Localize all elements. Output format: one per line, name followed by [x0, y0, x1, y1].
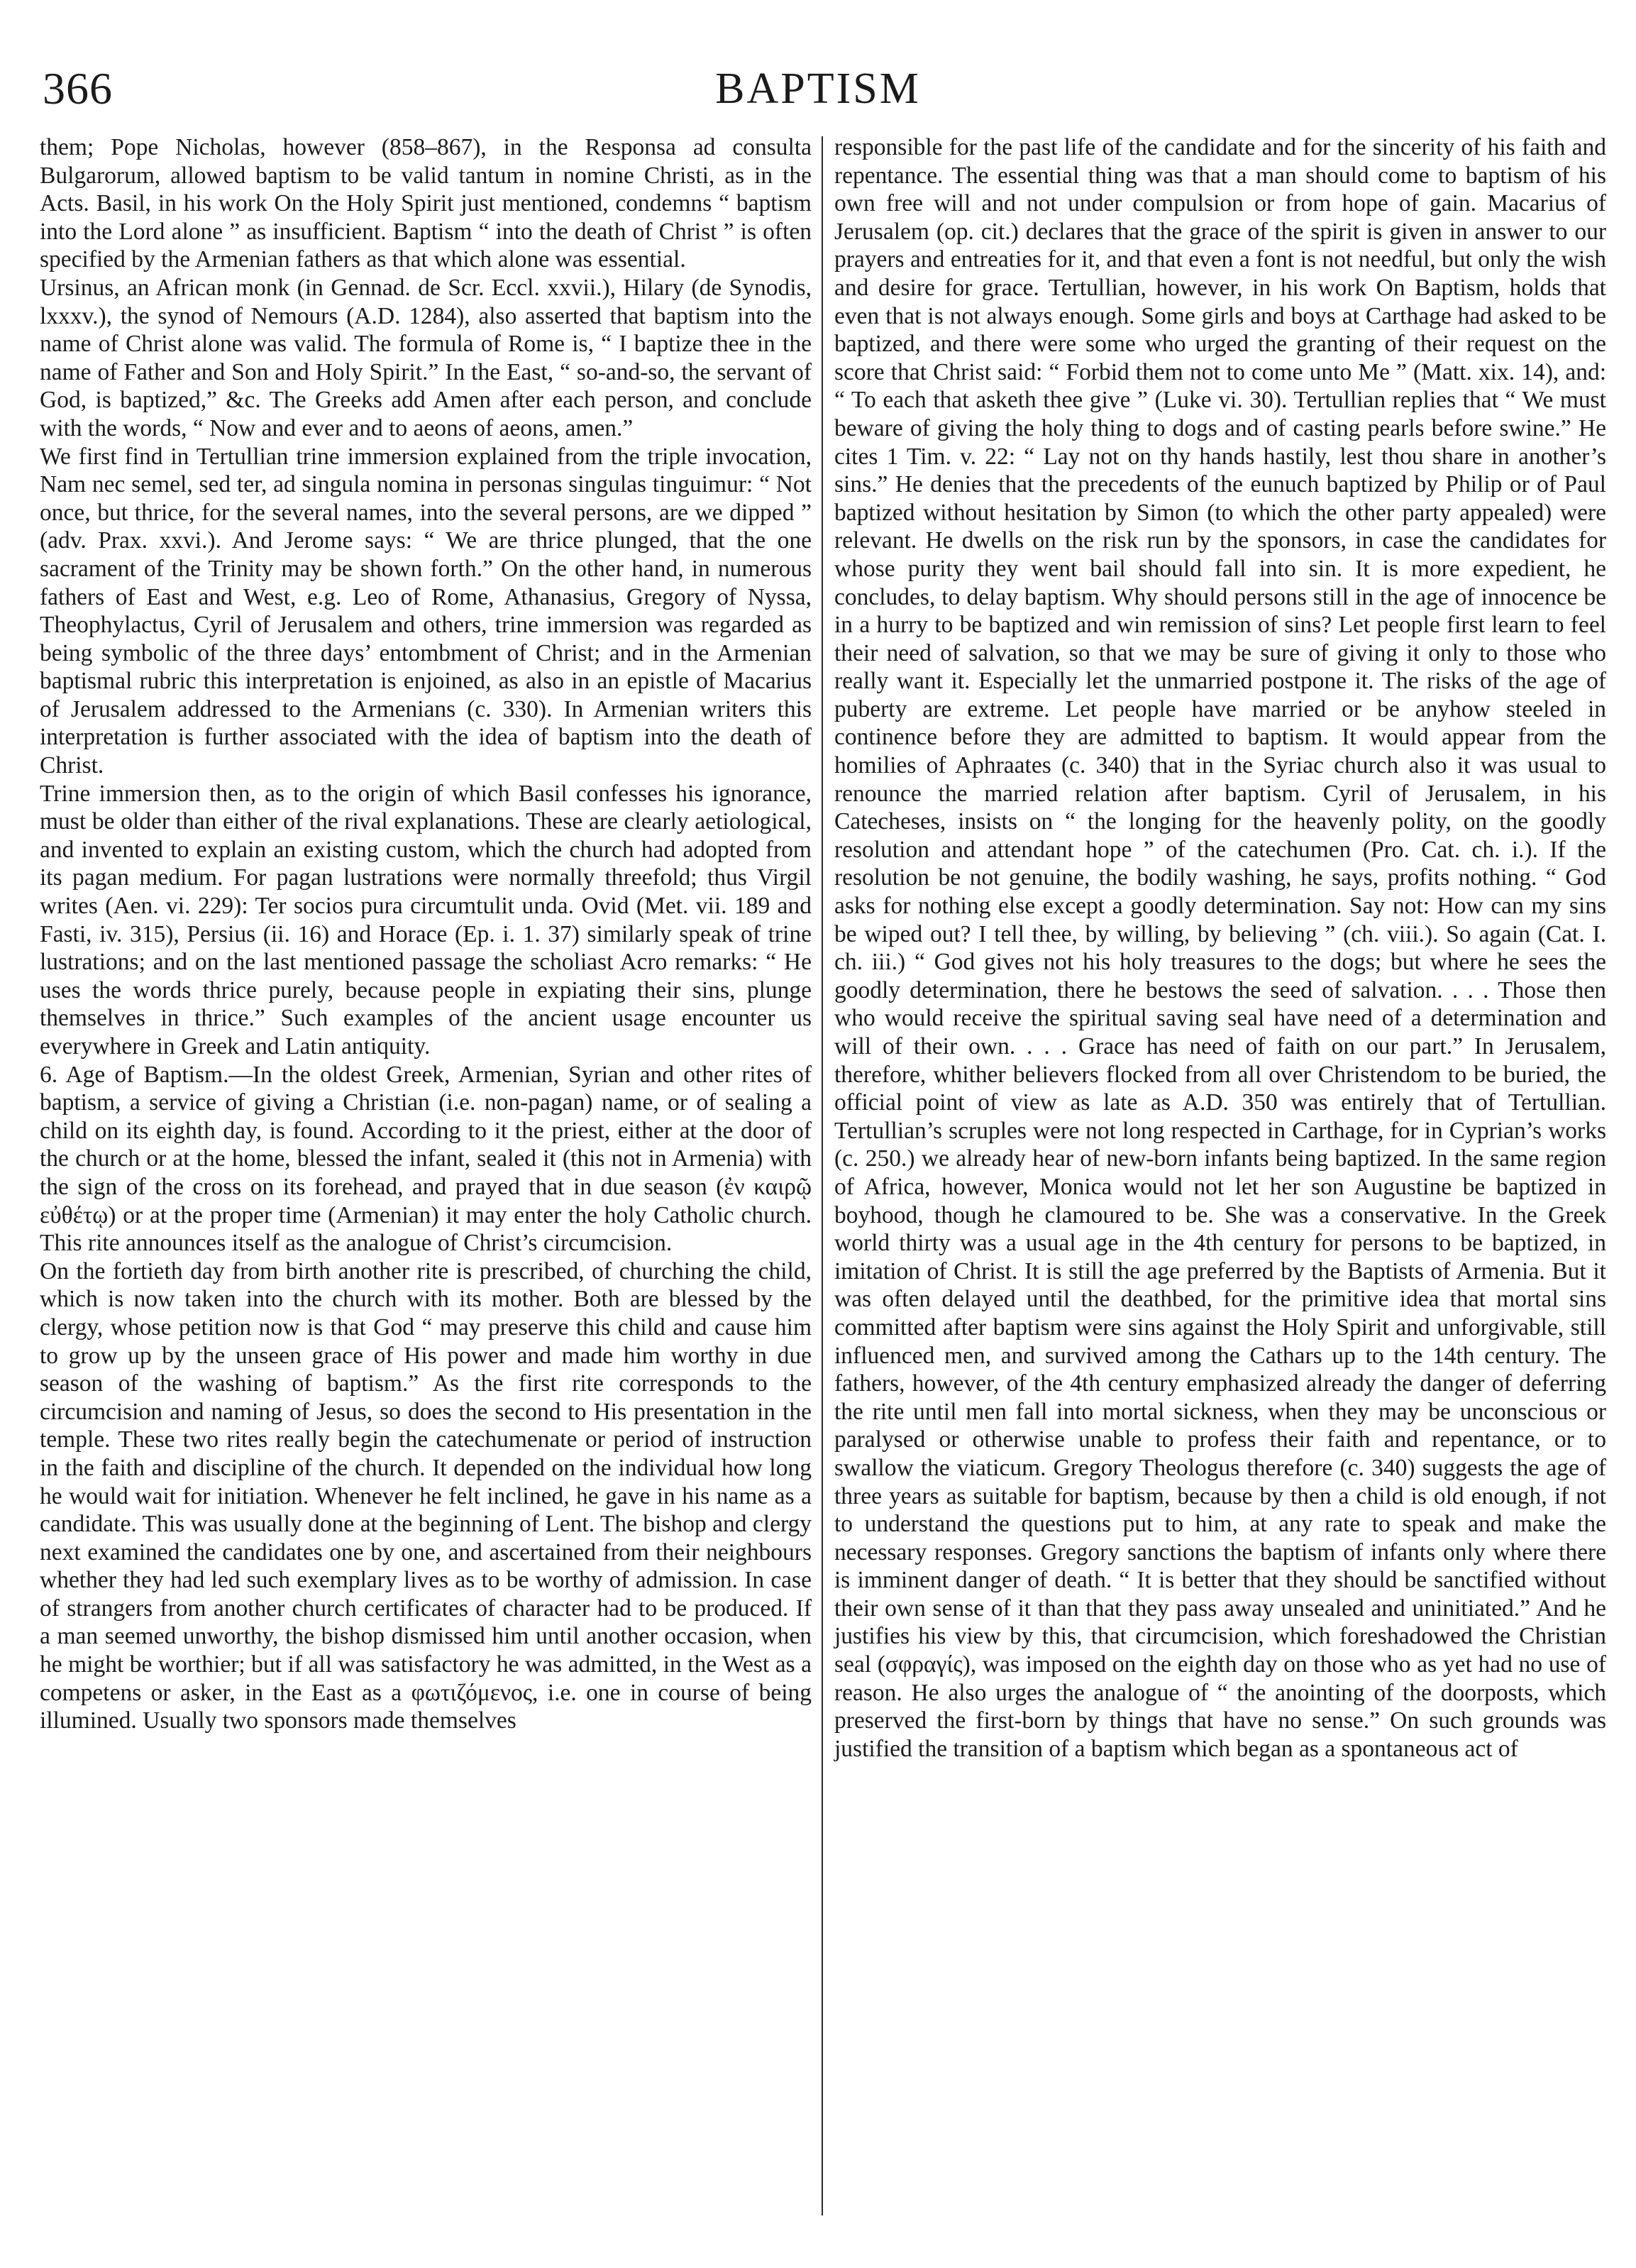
left-column — [40, 133, 812, 1735]
column-divider — [822, 136, 823, 2215]
paragraph: On the fortieth day from birth another rite is prescribed, of churching the child, which is now taken into the church with its mother. Both are blessed by the clergy, whose petition now is that God “ may preserve this child and cause him to grow up by the unseen grace of His power and made him worthy in due season of the washing of baptism.” As the first rite corresponds to the circumcision and naming of Jesus, so does the second to His presentation in the temple. These two rites really begin the catechumenate or period of instruction in the faith and discipline of the church. It depended on the individual how long he would wait for initiation. Whenever he felt inclined, he gave in his name as a candidate. This was usually done at the beginning of Lent. The bishop and clergy next examined the candidates one by one, and ascertained from their neighbours whether they had led such exemplary lives as to be worthy of admission. In case of strangers from another church certificates of character had to be produced. If a man seemed unworthy, the bishop dismissed him until another occasion, when he might be worthier; but if all was satisfactory he was admitted, in the West as a competens or asker, in the East as a φωτιζόμενος, i.e. one in course of being illumined. Usually two sponsors made themselves — [40, 1257, 812, 1734]
page-number: 366 — [43, 63, 113, 114]
right-column — [834, 133, 1606, 1763]
paragraph: We first find in Tertullian trine immersion explained from the triple invocation, Nam nec semel, sed ter, ad singula nomina in personas singulas tinguimur: “ Not once, but thrice, for the several names, into the several persons, are we dipped ” (adv. Prax. xxvi.). And Jerome says: “ We are thrice plunged, that the one sacrament of the Trinity may be shown forth.” On the other hand, in numerous fathers of East and West, e.g. Leo of Rome, Athanasius, Gregory of Nyssa, Theophylactus, Cyril of Jerusalem and others, trine immersion was regarded as being symbolic of the three days’ entombment of Christ; and in the Armenian baptismal rubric this interpretation is enjoined, as also in an epistle of Macarius of Jerusalem addressed to the Armenians (c. 330). In Armenian writers this interpretation is further associated with the idea of baptism into the death of Christ. — [40, 443, 812, 779]
paragraph: them; Pope Nicholas, however (858–867), in the Responsa ad consulta Bulgarorum, allowed baptism to be valid tantum in nomine Christi, as in the Acts. Basil, in his work On the Holy Spirit just mentioned, condemns “ baptism into the Lord alone ” as insufficient. Baptism “ into the death of Christ ” is often specified by the Armenian fathers as that which alone was essential. — [40, 134, 812, 273]
section-paragraph-age-of-baptism: 6. Age of Baptism.—In the oldest Greek, Armenian, Syrian and other rites of baptism, a service of giving a Christian (i.e. non-pagan) name, or of sealing a child on its eighth day, is found. According to it the priest, either at the door of the church or at the home, blessed the infant, sealed it (this not in Armenia) with the sign of the cross on its forehead, and prayed that in due season (ἐν καιρῷ εὐθέτῳ) or at the proper time (Armenian) it may enter the holy Catholic church. This rite announces itself as the analogue of Christ’s circumcision. — [40, 1061, 812, 1257]
page-title: BAPTISM — [715, 65, 921, 113]
paragraph: responsible for the past life of the candidate and for the sincerity of his faith and repentance. The essential thing was that a man should come to baptism of his own free will and not under compulsion or from hope of gain. Macarius of Jerusalem (op. cit.) declares that the grace of the spirit is given in answer to our prayers and entreaties for it, and that even a font is not needful, but only the wish and desire for grace. Tertullian, however, in his work On Baptism, holds that even that is not always enough. Some girls and boys at Carthage had asked to be baptized, and there were some who urged the granting of their request on the score that Christ said: “ Forbid them not to come unto Me ” (Matt. xix. 14), and: “ To each that asketh thee give ” (Luke vi. 30). Tertullian replies that “ We must beware of giving the holy thing to dogs and of casting pearls before swine.” He cites 1 Tim. v. 22: “ Lay not on thy hands hastily, lest thou share in another’s sins.” He denies that the precedents of the eunuch baptized by Philip or of Paul baptized without hesitation by Simon (to which the other party appealed) were relevant. He dwells on the risk run by the sponsors, in case the candidates for whose purity they went bail should fall into sin. It is more expedient, he concludes, to delay baptism. Why should persons still in the age of innocence be in a hurry to be baptized and win remission of sins? Let people first learn to feel their need of salvation, so that we may be sure of giving it only to those who really want it. Especially let the unmarried postpone it. The risks of the age of puberty are extreme. Let people have married or be anyhow steeled in continence before they are admitted to baptism. It would appear from the homilies of Aphraates (c. 340) that in the Syriac church also it was usual to renounce the married relation after baptism. Cyril of Jerusalem, in his Catecheses, insists on “ the longing for the heavenly polity, on the goodly resolution and attendant hope ” of the catechumen (Pro. Cat. ch. i.). If the resolution be not genuine, the bodily washing, he says, profits nothing. “ God asks for nothing else except a goodly determination. Say not: How can my sins be wiped out? I tell thee, by willing, by believing ” (ch. viii.). So again (Cat. I. ch. iii.) “ God gives not his holy treasures to the dogs; but where he sees the goodly determination, there he bestows the seed of salvation. . . . Those then who would receive the spiritual saving seal have need of a determination and will of their own. . . . Grace has need of faith on our part.” In Jerusalem, therefore, whither believers flocked from all over Christendom to be buried, the official point of view as late as A.D. 350 was entirely that of Tertullian. Tertullian’s scruples were not long respected in Carthage, for in Cyprian’s works (c. 250.) we already hear of new-born infants being baptized. In the same region of Africa, however, Monica would not let her son Augustine be baptized in boyhood, though he clamoured to be. She was a conservative. In the Greek world thirty was a usual age in the 4th century for persons to be baptized, in imitation of Christ. It is still the age preferred by the Baptists of Armenia. But it was often delayed until the deathbed, for the primitive idea that mortal sins committed after baptism were sins against the Holy Spirit and unforgivable, still influenced men, and survived among the Cathars up to the 14th century. The fathers, however, of the 4th century emphasized already the danger of deferring the rite until men fall into mortal sickness, when they may be unconscious or paralysed or otherwise unable to profess their faith and repentance, or to swallow the viaticum. Gregory Theologus therefore (c. 340) suggests the age of three years as suitable for baptism, because by then a child is old enough, if not to understand the questions put to him, at any rate to speak and make the necessary responses. Gregory sanctions the baptism of infants only where there is imminent danger of death. “ It is better that they should be sanctified without their own sense of it than that they pass away unsealed and uninitiated.” And he justifies his view by this, that circumcision, which foreshadowed the Christian seal (σφραγίς), was imposed on the eighth day on those who as yet had no use of reason. He also urges the analogue of “ the anointing of the doorposts, which preserved the first-born by things that have no sense.” On such grounds was justified the transition of a baptism which began as a spontaneous act of — [834, 134, 1606, 1762]
paragraph: Trine immersion then, as to the origin of which Basil confesses his ignorance, must be older than either of the rival explanations. These are clearly aetiological, and invented to explain an existing custom, which the church had adopted from its pagan medium. For pagan lustrations were normally threefold; thus Virgil writes (Aen. vi. 229): Ter socios pura circumtulit unda. Ovid (Met. vii. 189 and Fasti, iv. 315), Persius (ii. 16) and Horace (Ep. i. 1. 37) similarly speak of trine lustrations; and on the last mentioned passage the scholiast Acro remarks: “ He uses the words thrice purely, because people in expiating their sins, plunge themselves in thrice.” Such examples of the ancient usage encounter us everywhere in Greek and Latin antiquity. — [40, 780, 812, 1059]
page-header — [43, 57, 1593, 121]
paragraph: Ursinus, an African monk (in Gennad. de Scr. Eccl. xxvii.), Hilary (de Synodis, lxxxv.), the synod of Nemours (A.D. 1284), also asserted that baptism into the name of Christ alone was valid. The formula of Rome is, “ I baptize thee in the name of Father and Son and Holy Spirit.” In the East, “ so-and-so, the servant of God, is baptized,” &c. The Greeks add Amen after each person, and conclude with the words, “ Now and ever and to aeons of aeons, amen.” — [40, 274, 812, 441]
